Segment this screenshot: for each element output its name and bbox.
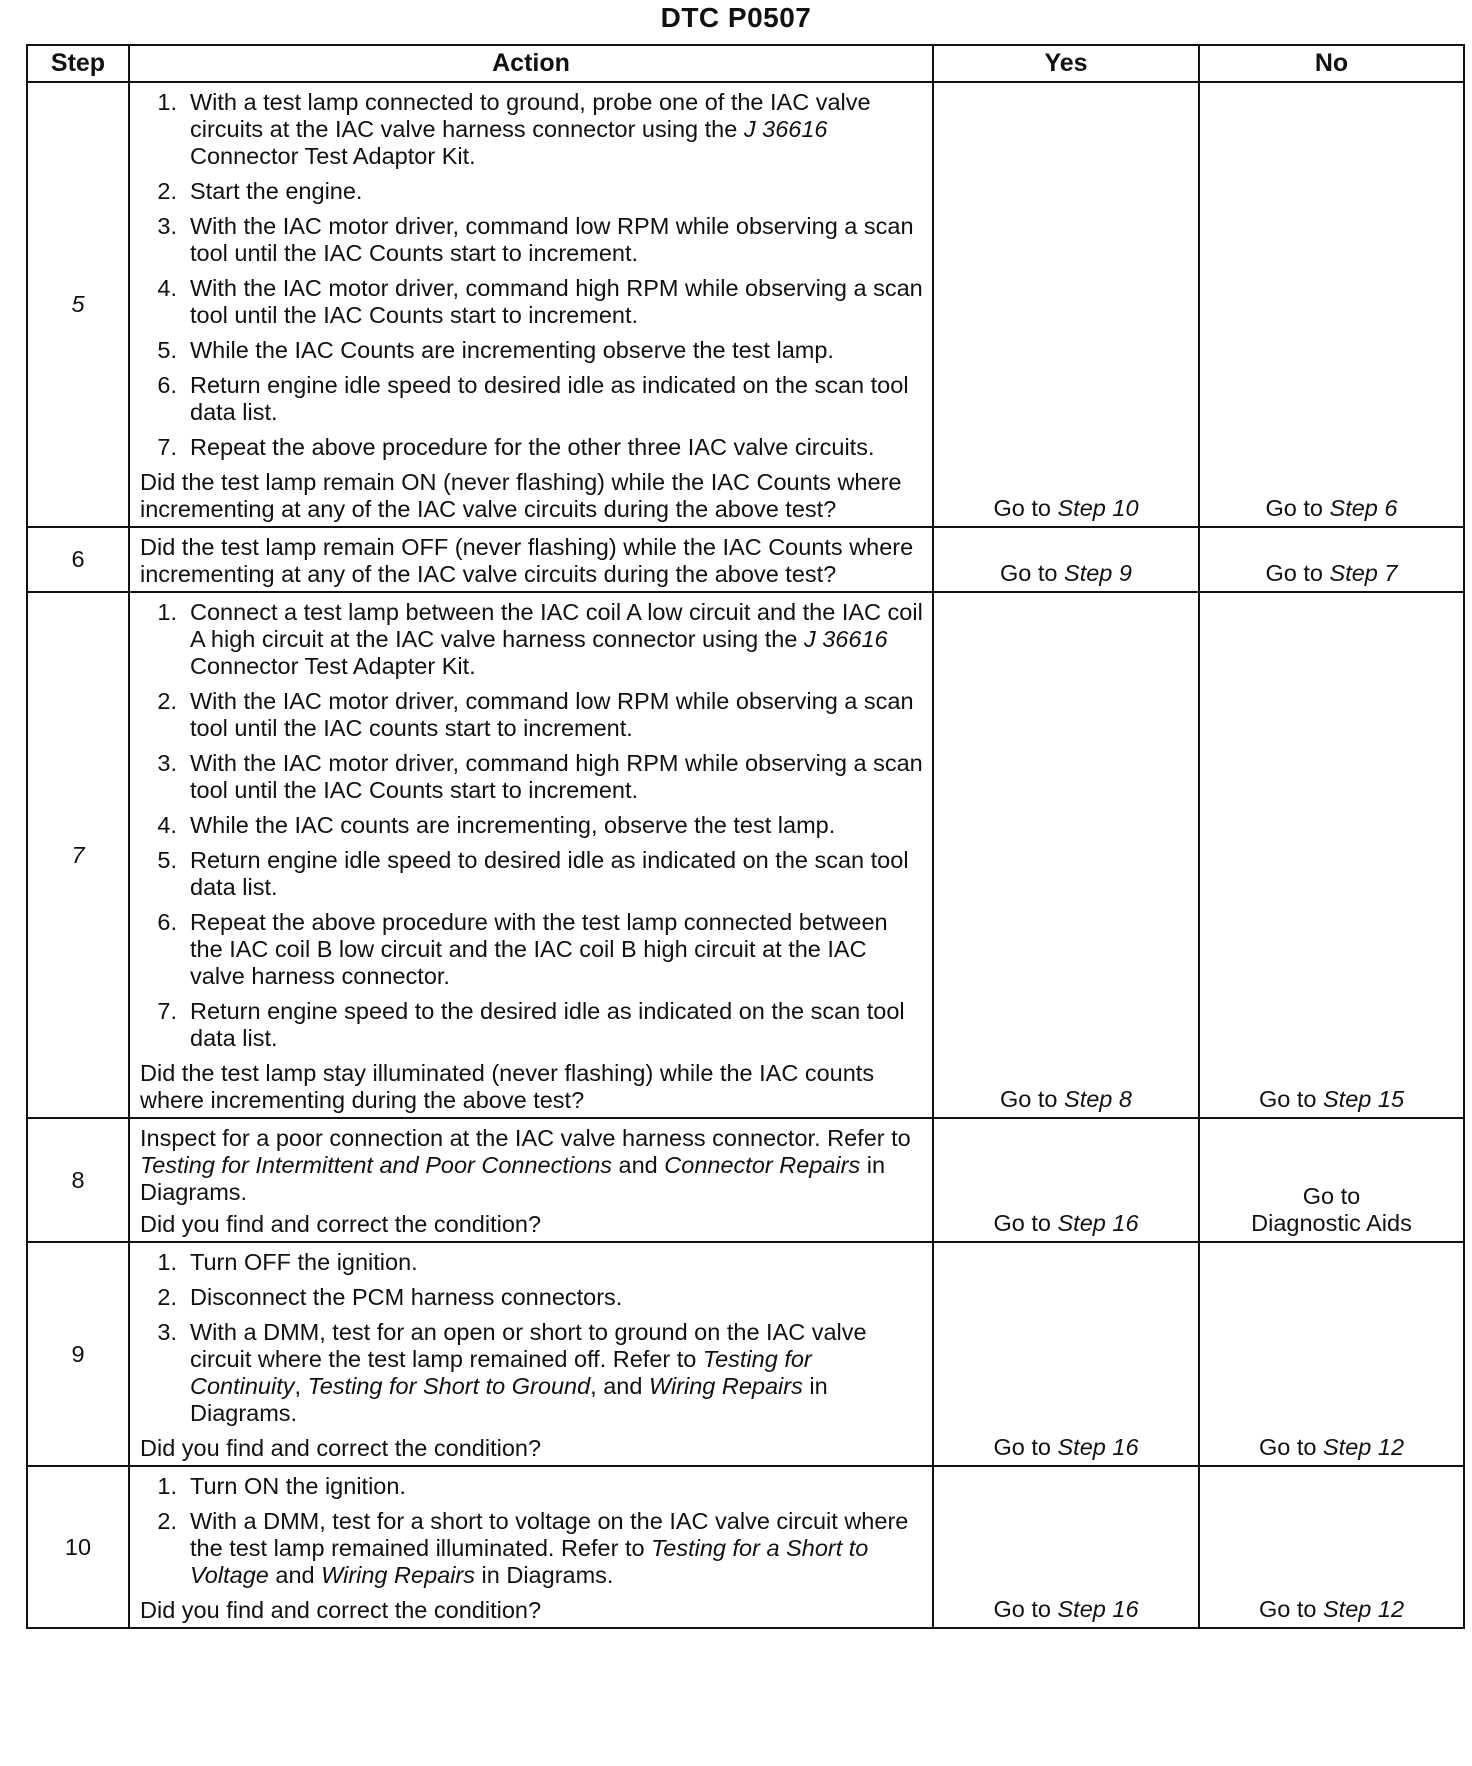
list-item: 3. With the IAC motor driver, command low RPM while observing a scan tool until the IAC Counts start to increment. [157, 213, 914, 266]
yes-result: Go to Step 8 [933, 592, 1199, 1118]
list-item: 7. Return engine speed to the desired idle as indicated on the scan tool data list. [157, 998, 905, 1051]
action-cell [129, 527, 933, 592]
diagnostic-table [26, 44, 1465, 1629]
page-title: DTC P0507 [660, 2, 812, 33]
table-row [27, 82, 1464, 527]
list-item: 1. Turn OFF the ignition. [157, 1249, 418, 1275]
step-number: 5 [27, 82, 129, 527]
list-item: 6. Repeat the above procedure with the test lamp connected between the IAC coil B low circuit and the IAC coil B high circuit at the IAC valve harness connector. [157, 909, 888, 989]
procedure-list [140, 599, 924, 1052]
list-item: 2. Start the engine. [157, 178, 363, 204]
no-result: Go to Step 12 [1199, 1466, 1464, 1628]
header-no: No [1199, 45, 1464, 82]
list-item: 4. With the IAC motor driver, command high RPM while observing a scan tool until the IAC Counts start to increment. [157, 275, 923, 328]
step-number: 8 [27, 1118, 129, 1242]
action-cell [129, 1466, 933, 1628]
action-cell [129, 82, 933, 527]
list-item: 5. Return engine idle speed to desired idle as indicated on the scan tool data list. [157, 847, 909, 900]
table-row [27, 1118, 1464, 1242]
list-item: 3. With the IAC motor driver, command high RPM while observing a scan tool until the IAC Counts start to increment. [157, 750, 923, 803]
list-item: 6. Return engine idle speed to desired idle as indicated on the scan tool data list. [157, 372, 909, 425]
list-item: 4. While the IAC counts are incrementing, observe the test lamp. [157, 812, 836, 838]
header-step: Step [27, 45, 129, 82]
procedure-list [140, 89, 924, 461]
list-item: 1. With a test lamp connected to ground, probe one of the IAC valve circuits at the IAC valve harness connector using the J 36616 Connector Test Adaptor Kit. [157, 89, 871, 169]
header-yes: Yes [933, 45, 1199, 82]
yes-result: Go to Step 10 [933, 82, 1199, 527]
step-number: 6 [27, 527, 129, 592]
question-text: Did you find and correct the condition? [140, 1211, 542, 1237]
list-item: 1. Turn ON the ignition. [157, 1473, 406, 1499]
procedure-list [140, 1249, 924, 1427]
no-result: Go to Step 15 [1199, 592, 1464, 1118]
header-action: Action [129, 45, 933, 82]
list-item: 2. With a DMM, test for a short to voltage on the IAC valve circuit where the test lamp remained illuminated. Refer to Testing for a Short to Voltage and Wiring Repairs in Diagrams. [157, 1508, 909, 1588]
question-text: Did you find and correct the condition? [140, 1597, 542, 1623]
action-cell [129, 1118, 933, 1242]
no-result: Go to Step 6 [1199, 82, 1464, 527]
no-result: Go to Step 7 [1199, 527, 1464, 592]
table-row [27, 1466, 1464, 1628]
no-result: Go to Diagnostic Aids [1199, 1118, 1464, 1242]
yes-result: Go to Step 16 [933, 1118, 1199, 1242]
list-item: 7. Repeat the above procedure for the other three IAC valve circuits. [157, 434, 875, 460]
no-result: Go to Step 12 [1199, 1242, 1464, 1466]
yes-result: Go to Step 16 [933, 1466, 1199, 1628]
question-text: Did the test lamp stay illuminated (never flashing) while the IAC counts where incrementing during the above test? [140, 1060, 875, 1113]
question-text: Did you find and correct the condition? [140, 1435, 542, 1461]
instruction-text: Inspect for a poor connection at the IAC valve harness connector. Refer to Testing for Intermittent and Poor Connections and Connector Repairs in Diagrams. [140, 1125, 911, 1205]
step-number: 10 [27, 1466, 129, 1628]
yes-result: Go to Step 16 [933, 1242, 1199, 1466]
list-item: 1. Connect a test lamp between the IAC coil A low circuit and the IAC coil A high circuit at the IAC valve harness connector using the J 36616 Connector Test Adapter Kit. [157, 599, 923, 679]
step-number: 9 [27, 1242, 129, 1466]
list-item: 2. With the IAC motor driver, command low RPM while observing a scan tool until the IAC counts start to increment. [157, 688, 914, 741]
table-row [27, 1242, 1464, 1466]
step-number: 7 [27, 592, 129, 1118]
procedure-list [140, 1473, 924, 1589]
header-row [27, 45, 1464, 82]
question-text: Did the test lamp remain ON (never flashing) while the IAC Counts where incrementing at any of the IAC valve circuits during the above test? [140, 469, 902, 522]
list-item: 5. While the IAC Counts are incrementing observe the test lamp. [157, 337, 834, 363]
list-item: 2. Disconnect the PCM harness connectors. [157, 1284, 623, 1310]
yes-result: Go to Step 9 [933, 527, 1199, 592]
list-item: 3. With a DMM, test for an open or short to ground on the IAC valve circuit where the test lamp remained off. Refer to Testing for Continuity, Testing for Short to Ground, and Wiring Repairs in Diagrams. [157, 1319, 867, 1426]
action-cell [129, 592, 933, 1118]
table-row [27, 592, 1464, 1118]
action-cell [129, 1242, 933, 1466]
table-row [27, 527, 1464, 592]
question-text: Did the test lamp remain OFF (never flashing) while the IAC Counts where incrementing at any of the IAC valve circuits during the above test? [140, 534, 914, 587]
